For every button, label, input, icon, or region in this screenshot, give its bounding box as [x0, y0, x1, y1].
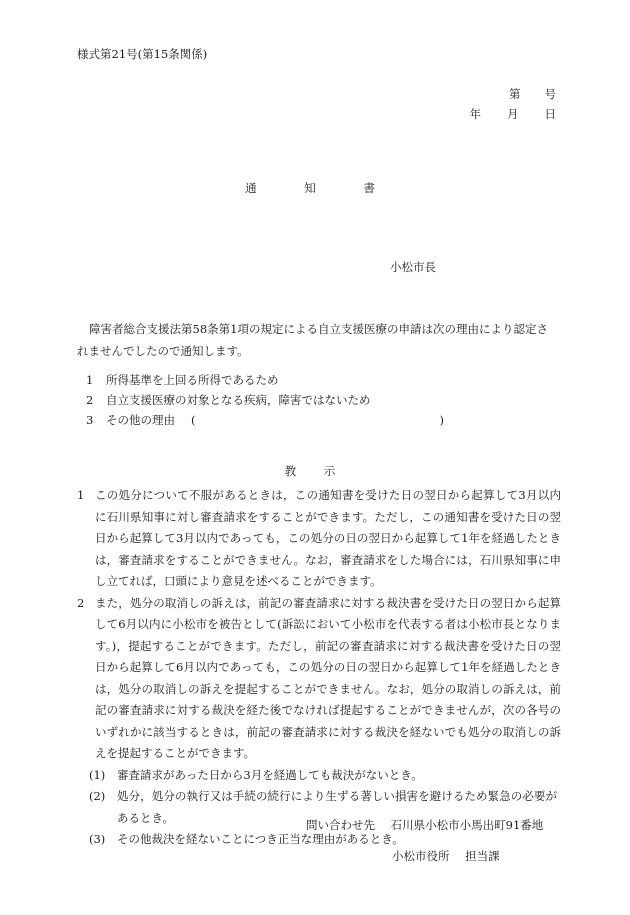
contact-section: 担当課 [465, 849, 500, 863]
contact-address: 石川県小松市小馬出町91番地 [390, 818, 544, 832]
number-suffix: 号 [544, 87, 556, 101]
notice-subitem-number: (3) [89, 832, 106, 846]
notice-item-number: 2 [77, 595, 85, 610]
date-year: 年 [469, 107, 481, 121]
date-month: 月 [507, 107, 519, 121]
reason-number: 2 [86, 393, 94, 408]
issuer-name: 小松市長 [390, 260, 436, 274]
notice-item [77, 485, 561, 593]
form-number: 様式第21号(第15条関係) [77, 47, 208, 61]
number-prefix: 第 [509, 87, 521, 101]
reason-number: 1 [86, 373, 94, 388]
notice-title [0, 466, 620, 478]
notice-item-number: 1 [77, 488, 85, 502]
contact-office-line [392, 851, 512, 863]
contact-office: 小松市役所 [392, 849, 450, 863]
contact-line [306, 820, 555, 832]
contact-label: 問い合わせ先 [306, 818, 375, 832]
date-day: 日 [544, 107, 556, 121]
document-title [0, 183, 620, 195]
reason-item [86, 371, 444, 391]
paren-open: ( [191, 413, 196, 428]
reasons-list [86, 371, 444, 431]
reason-item [86, 411, 444, 431]
reason-item [86, 391, 444, 411]
reason-text: その他の理由 [106, 413, 175, 428]
title-char: 知 [304, 181, 316, 195]
notice-subitem-number: (2) [89, 789, 106, 803]
notice-subitem [89, 829, 561, 851]
notice-subitem-text: 処分，処分の執行又は手続の続行により生ずる著しい損害を避けるため緊急の必要があるとき。 [117, 789, 557, 825]
notice-item-text: また，処分の取消しの訴えは，前記の審査請求に対する裁決書を受けた日の翌日から起算して6月以内に小松市を被告として(訴訟において小松市を代表する者は小松市長となります。)，提起することができます。ただし，前記の審査請求に対する裁決書を受けた日の翌日から起算して6月以内であっても，この処分の日の翌日から起算して1年を経過したときは，処分の取消しの訴えを提起することができません。なお，処分の取消しの訴えは，前記の審査請求に対する裁決を経た後でなければ提起することができませんが，次の各号のいずれかに該当するときは，前記の審査請求に対する裁決を経ないでも処分の取消しの訴えを提起することができます。 [95, 595, 561, 760]
reason-number: 3 [86, 413, 94, 428]
title-char: 書 [363, 181, 375, 195]
notice-item [77, 593, 561, 765]
notice-section [77, 485, 561, 851]
notice-item-text: この処分について不服があるときは，この通知書を受けた日の翌日から起算して3月以内に石川県知事に対し審査請求をすることができます。ただし，この通知書を受けた日の翌日から起算して3月以内であっても，この処分の日の翌日から起算して1年を経過したときは，審査請求をすることができません。なお，審査請求をした場合には，石川県知事に申し立てれば，口頭により意見を述べることができます。 [95, 488, 561, 588]
paren-close: ) [439, 413, 444, 428]
reason-text: 所得基準を上回る所得であるため [106, 373, 279, 388]
document-number-line [509, 89, 556, 101]
notice-subitem-number: (1) [89, 767, 106, 782]
notice-subitem-text: 審査請求があった日から3月を経過しても裁決がないとき。 [117, 767, 423, 782]
date-line [470, 109, 557, 121]
notice-title-char: 示 [323, 464, 336, 478]
body-paragraph: 障害者総合支援法第58条第1項の規定による自立支援医療の申請は次の理由により認定されませんでしたので通知します。 [77, 322, 548, 358]
notice-title-char: 教 [284, 464, 297, 478]
reason-text: 自立支援医療の対象となる疾病，障害ではないため [106, 393, 371, 408]
title-char: 通 [245, 181, 257, 195]
notice-subitem-text: その他裁決を経ないことにつき正当な理由があるとき。 [117, 832, 404, 846]
notice-subitem [89, 765, 561, 787]
